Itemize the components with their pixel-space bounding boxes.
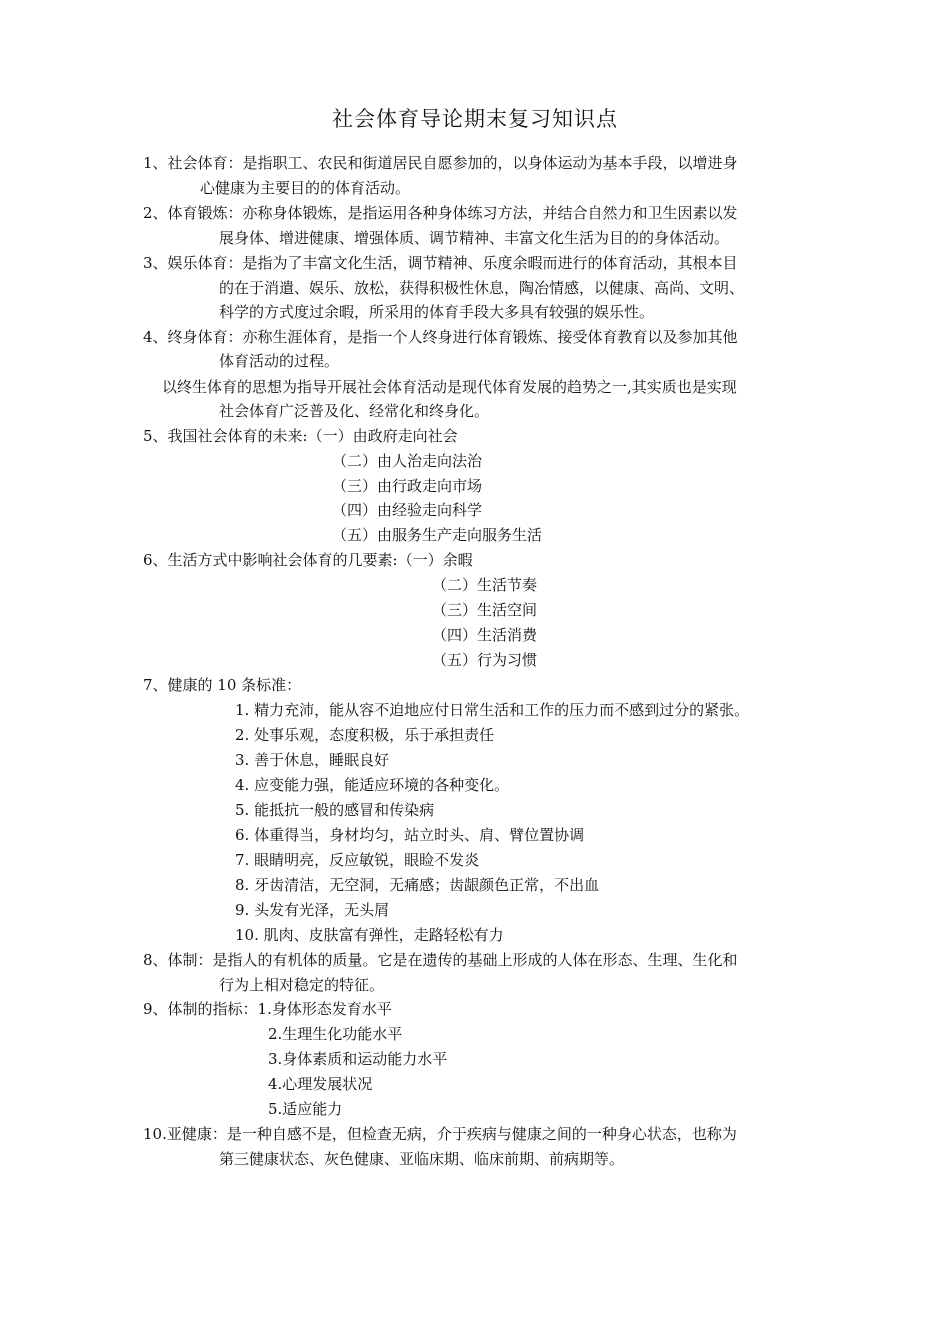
text-line: （二）由人治走向法治 xyxy=(332,452,483,470)
text-line: 1、社会体育：是指职工、农民和街道居民自愿参加的，以身体运动为基本手段，以增进身 xyxy=(143,154,738,172)
list-item: 5. 能抵抗一般的感冒和传染病 xyxy=(235,801,435,819)
text-line: （三）由行政走向市场 xyxy=(332,477,483,495)
text-line: （二）生活节奏 xyxy=(432,576,538,594)
text-line: 9、体制的指标：1.身体形态发育水平 xyxy=(143,1000,392,1018)
text-line: 10.亚健康：是一种自感不是，但检查无病，介于疾病与健康之间的一种身心状态，也称为 xyxy=(143,1125,737,1143)
text-line: （五）由服务生产走向服务生活 xyxy=(332,526,543,544)
text-line: 7、健康的 10 条标准： xyxy=(143,676,302,694)
list-item: 9. 头发有光泽，无头屑 xyxy=(235,901,390,919)
text-line: 5、我国社会体育的未来:（一）由政府走向社会 xyxy=(143,427,458,445)
text-line: 4.心理发展状况 xyxy=(268,1075,373,1093)
list-item: 3. 善于休息，睡眠良好 xyxy=(235,751,390,769)
text-line: 以终生体育的思想为指导开展社会体育活动是现代体育发展的趋势之一,其实质也是实现 xyxy=(162,378,737,396)
text-line: 8、体制：是指人的有机体的质量。它是在遗传的基础上形成的人体在形态、生理、生化和 xyxy=(143,951,738,969)
text-line: 3.身体素质和运动能力水平 xyxy=(268,1050,448,1068)
document-title: 社会体育导论期末复习知识点 xyxy=(332,107,618,131)
list-item: 2. 处事乐观，态度积极，乐于承担责任 xyxy=(235,726,495,744)
text-line: （三）生活空间 xyxy=(432,601,538,619)
list-item: 1. 精力充沛，能从容不迫地应付日常生活和工作的压力而不感到过分的紧张。 xyxy=(235,701,750,719)
text-line: 心健康为主要目的的体育活动。 xyxy=(200,179,411,197)
text-line: （四）生活消费 xyxy=(432,626,538,644)
text-line: 2、体育锻炼：亦称身体锻炼，是指运用各种身体练习方法，并结合自然力和卫生因素以发 xyxy=(143,204,738,222)
text-line: 5.适应能力 xyxy=(268,1100,343,1118)
text-line: （五）行为习惯 xyxy=(432,651,538,669)
list-item: 4. 应变能力强，能适应环境的各种变化。 xyxy=(235,776,510,794)
list-item: 7. 眼睛明亮，反应敏锐，眼睑不发炎 xyxy=(235,851,480,869)
text-line: 行为上相对稳定的特征。 xyxy=(219,976,385,994)
text-line: 社会体育广泛普及化、经常化和终身化。 xyxy=(219,402,490,420)
text-line: 4、终身体育：亦称生涯体育，是指一个人终身进行体育锻炼、接受体育教育以及参加其他 xyxy=(143,328,738,346)
text-line: 第三健康状态、灰色健康、亚临床期、临床前期、前病期等。 xyxy=(219,1150,625,1168)
text-line: 3、娱乐体育：是指为了丰富文化生活，调节精神、乐度余暇而进行的体育活动，其根本目 xyxy=(143,254,738,272)
text-line: 2.生理生化功能水平 xyxy=(268,1025,403,1043)
text-line: 科学的方式度过余暇，所采用的体育手段大多具有较强的娱乐性。 xyxy=(219,303,655,321)
text-line: （四）由经验走向科学 xyxy=(332,501,483,519)
list-item: 6. 体重得当，身材均匀，站立时头、肩、臂位置协调 xyxy=(235,826,585,844)
text-line: 6、生活方式中影响社会体育的几要素:（一）余暇 xyxy=(143,551,473,569)
text-line: 体育活动的过程。 xyxy=(219,352,340,370)
text-line: 的在于消遣、娱乐、放松，获得积极性休息，陶冶情感，以健康、高尚、文明、 xyxy=(219,279,745,297)
list-item: 10. 肌肉、皮肤富有弹性，走路轻松有力 xyxy=(235,926,504,944)
list-item: 8. 牙齿清洁，无空洞，无痛感；齿龈颜色正常，不出血 xyxy=(235,876,600,894)
text-line: 展身体、增进健康、增强体质、调节精神、丰富文化生活为目的的身体活动。 xyxy=(219,229,730,247)
